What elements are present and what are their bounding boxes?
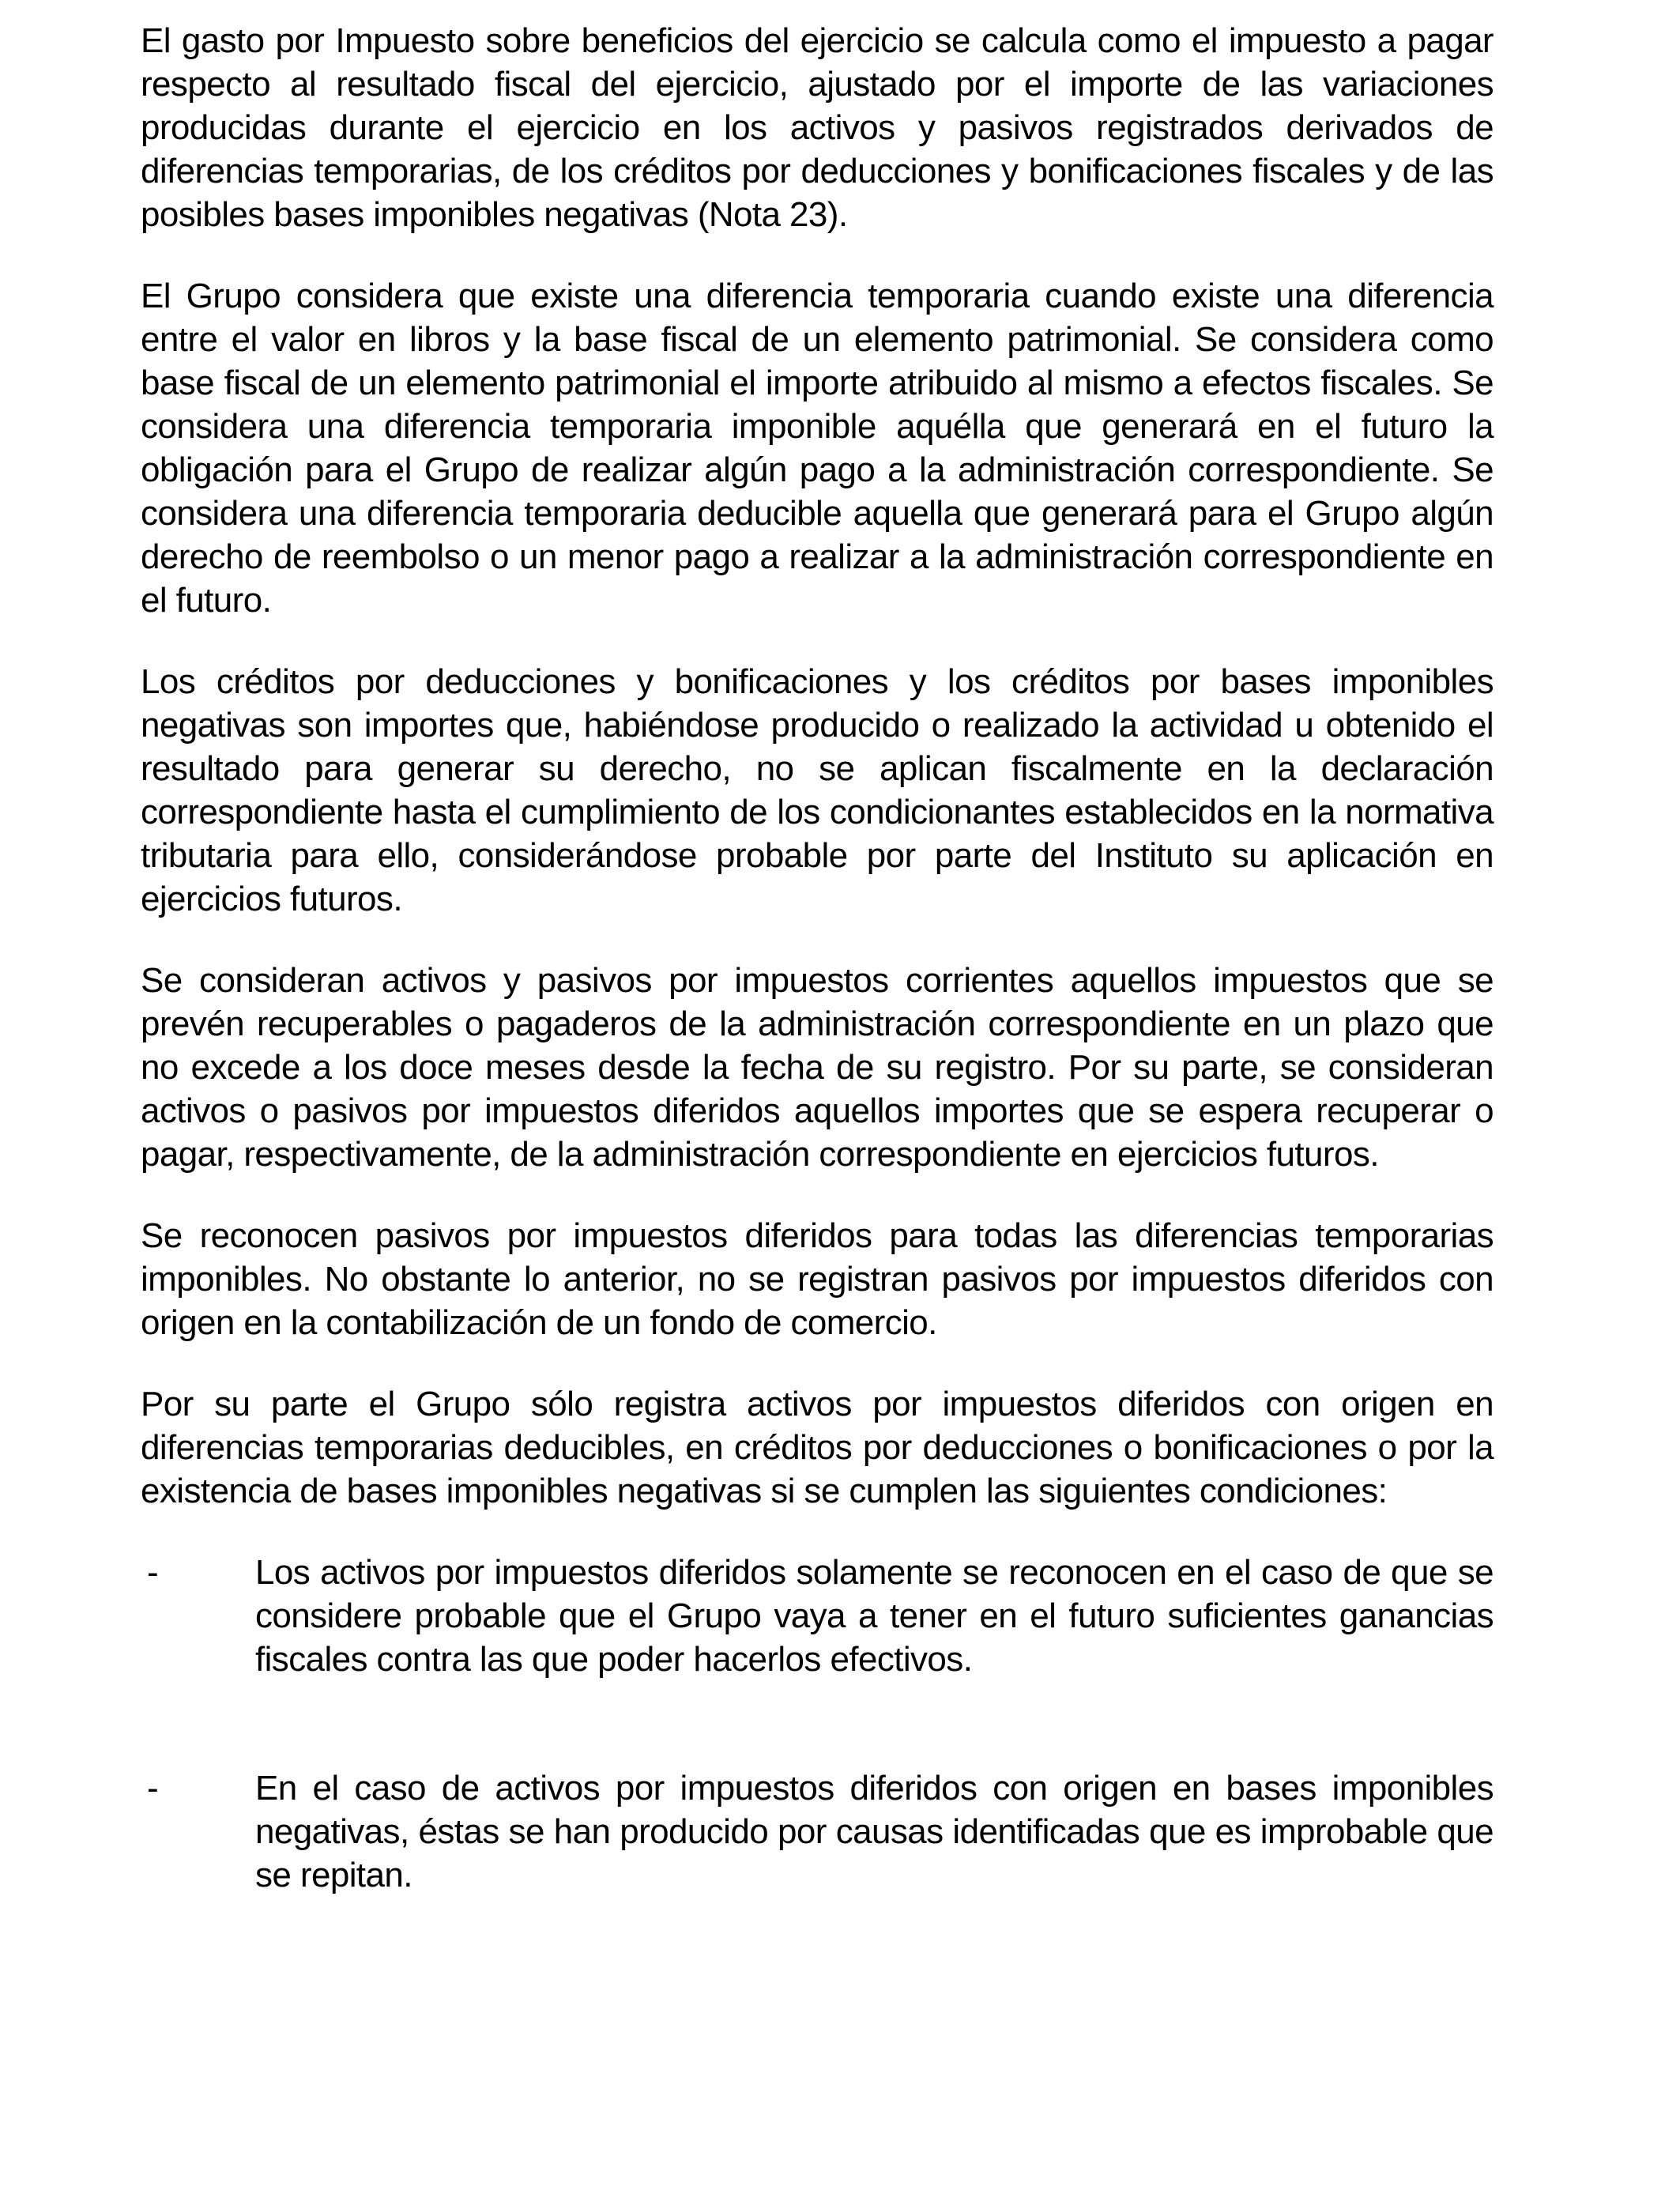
list-item-text: En el caso de activos por impuestos diferidos con origen en bases imponibles negativas, éstas se han producido por causas identificadas que es improbable que se repitan. bbox=[255, 1769, 1494, 1894]
paragraph-deferred-tax-assets-conditions: Por su parte el Grupo sólo registra activos por impuestos diferidos con origen en diferencias temporarias deducibles, en créditos por deducciones o bonificaciones o por la existencia de bases imponibles negativas si se cumplen las siguientes condiciones: bbox=[141, 1385, 1494, 1510]
paragraph-tax-expense: El gasto por Impuesto sobre beneficios del ejercicio se calcula como el impuesto a pagar respecto al resultado fiscal del ejercicio, ajustado por el importe de las variaciones producidas durante el ejercicio en los activos y pasivos registrados derivados de diferencias temporarias, de los créditos por deducciones y bonificaciones fiscales y de las posibles bases imponibles negativas (Nota 23). bbox=[141, 21, 1494, 234]
conditions-list bbox=[141, 1551, 1494, 1897]
dash-bullet-marker: - bbox=[147, 1553, 159, 1592]
paragraph-tax-credits: Los créditos por deducciones y bonificaciones y los créditos por bases imponibles negativas son importes que, habiéndose producido o realizado la actividad u obtenido el resultado para generar su derecho, no se aplican fiscalmente en la declaración correspondiente hasta el cumplimiento de los condicionantes establecidos en la normativa tributaria para ello, considerándose probable por parte del Instituto su aplicación en ejercicios futuros. bbox=[141, 662, 1494, 918]
dash-bullet-marker: - bbox=[147, 1769, 159, 1808]
paragraph-temporary-difference: El Grupo considera que existe una diferencia temporaria cuando existe una diferencia entre el valor en libros y la base fiscal de un elemento patrimonial. Se considera como base fiscal de un elemento patrimonial el importe atribuido al mismo a efectos fiscales. Se considera una diferencia temporaria imponible aquélla que generará en el futuro la obligación para el Grupo de realizar algún pago a la administración correspondiente. Se considera una diferencia temporaria deducible aquella que generará para el Grupo algún derecho de reembolso o un menor pago a realizar a la administración correspondiente en el futuro. bbox=[141, 277, 1494, 620]
paragraph-current-deferred-taxes: Se consideran activos y pasivos por impuestos corrientes aquellos impuestos que se prevén recuperables o pagaderos de la administración correspondiente en un plazo que no excede a los doce meses desde la fecha de su registro. Por su parte, se consideran activos o pasivos por impuestos diferidos aquellos importes que se espera recuperar o pagar, respectivamente, de la administración correspondiente en ejercicios futuros. bbox=[141, 961, 1494, 1174]
list-item bbox=[141, 1551, 1494, 1681]
paragraph-deferred-tax-liabilities: Se reconocen pasivos por impuestos diferidos para todas las diferencias temporarias imponibles. No obstante lo anterior, no se registran pasivos por impuestos diferidos con origen en la contabilización de un fondo de comercio. bbox=[141, 1216, 1494, 1342]
list-item-text: Los activos por impuestos diferidos solamente se reconocen en el caso de que se considere probable que el Grupo vaya a tener en el futuro suficientes ganancias fiscales contra las que poder hacerlos efectivos. bbox=[255, 1553, 1494, 1679]
list-item bbox=[141, 1766, 1494, 1897]
